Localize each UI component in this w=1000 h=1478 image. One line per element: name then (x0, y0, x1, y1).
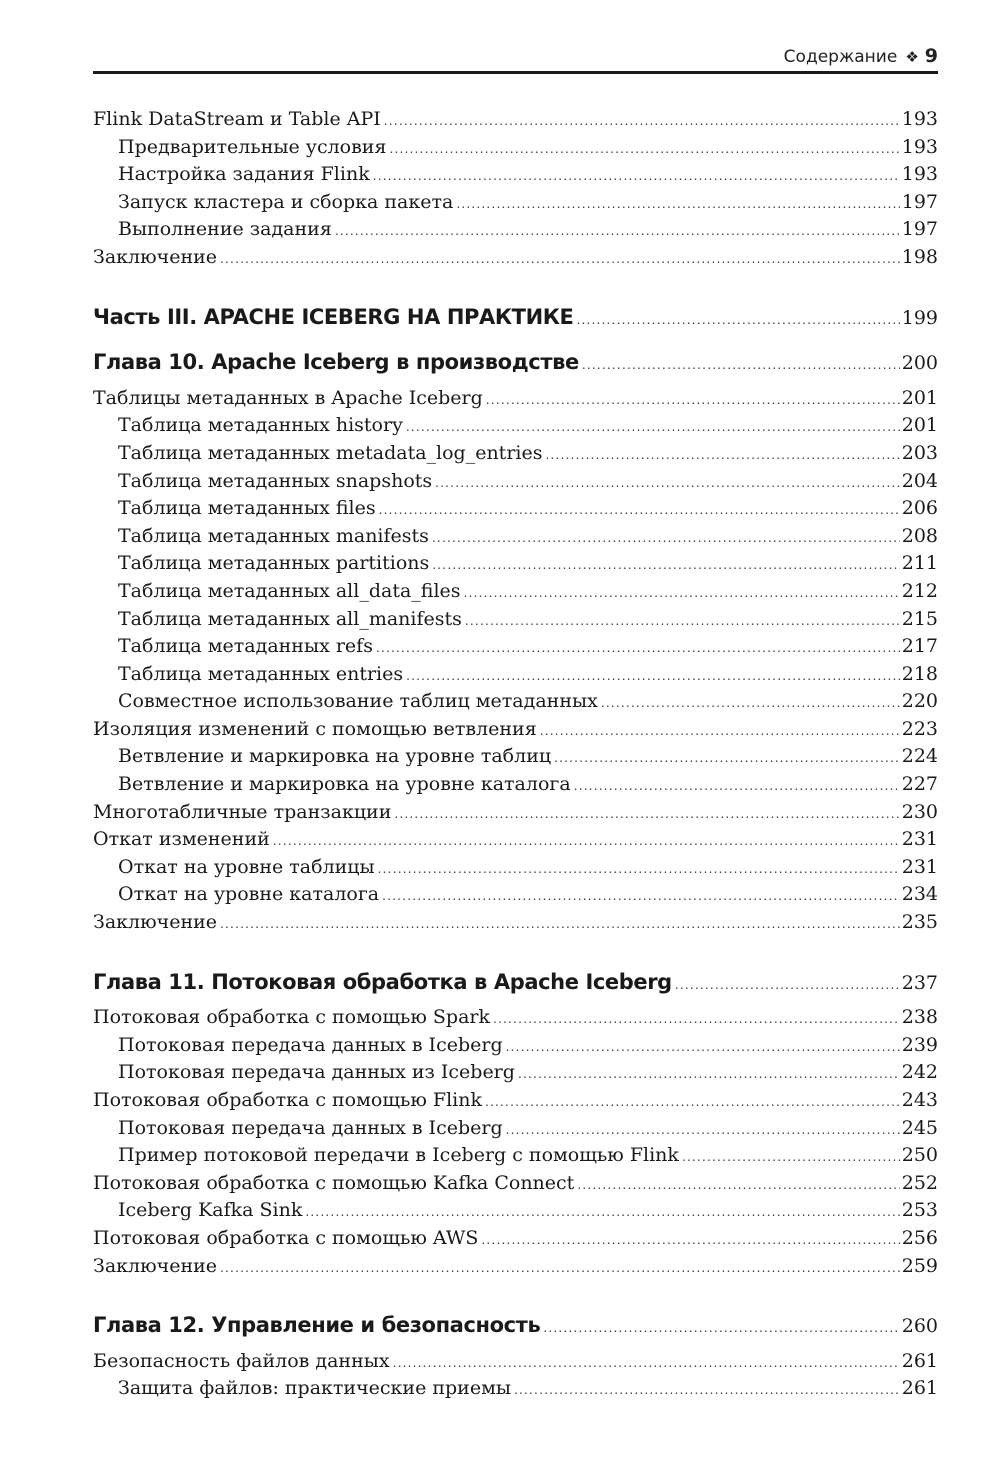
dot-leader (485, 1089, 900, 1117)
dot-leader (493, 1006, 900, 1034)
toc-entry[interactable]: Откат на уровне каталога ..... 234 (93, 881, 938, 909)
toc-entry[interactable]: Предварительные условия ..... 193 (93, 134, 938, 162)
dot-leader (373, 163, 900, 191)
dot-leader (456, 191, 899, 219)
dot-leader (406, 414, 900, 442)
header-page-number: 9 (924, 45, 938, 67)
toc-group-chapter10 (93, 385, 938, 937)
toc-entry[interactable]: Таблица метаданных all_data_files ..... 212 (93, 578, 938, 606)
dot-leader (406, 663, 900, 691)
toc-entry[interactable]: Заключение ..... 259 (93, 1253, 938, 1281)
toc-group-flink (93, 106, 938, 272)
dot-leader (577, 1172, 899, 1200)
dot-leader (220, 246, 900, 274)
dot-leader (514, 1377, 900, 1405)
toc-entry[interactable]: Заключение ..... 198 (93, 244, 938, 272)
dot-leader (582, 352, 900, 380)
dot-leader (576, 307, 899, 335)
dot-leader (540, 718, 900, 746)
toc-entry[interactable]: Потоковая передача данных в Iceberg ..... 245 (93, 1115, 938, 1143)
toc-entry[interactable]: Таблица метаданных partitions ..... 211 (93, 550, 938, 578)
toc-entry[interactable]: Запуск кластера и сборка пакета ..... 197 (93, 189, 938, 217)
running-header (93, 42, 938, 76)
dot-leader (305, 1199, 899, 1227)
dot-leader (465, 608, 900, 636)
dot-leader (376, 635, 900, 663)
dot-leader (379, 497, 900, 525)
toc-entry[interactable]: Потоковая обработка с помощью Flink ..... 243 (93, 1087, 938, 1115)
dot-leader (574, 773, 900, 801)
dot-leader (432, 552, 899, 580)
toc-entry[interactable]: Защита файлов: практические приемы ..... 261 (93, 1375, 938, 1403)
toc-chapter-heading[interactable]: Глава 11. Потоковая обработка в Apache Iceberg ..... 237 (93, 969, 938, 997)
dot-leader (432, 525, 900, 553)
toc-entry[interactable]: Таблица метаданных metadata_log_entries ..... 203 (93, 440, 938, 468)
toc-entry[interactable]: Flink DataStream и Table API ..... 193 (93, 106, 938, 134)
dot-leader (543, 1315, 899, 1343)
dot-leader (464, 580, 900, 608)
dot-leader (382, 883, 900, 911)
dot-leader (554, 745, 900, 773)
table-of-contents (93, 106, 938, 1403)
header-rule (93, 71, 938, 74)
toc-entry[interactable]: Потоковая передача данных в Iceberg ..... 239 (93, 1032, 938, 1060)
toc-entry[interactable]: Заключение ..... 235 (93, 909, 938, 937)
header-text (784, 45, 938, 67)
toc-entry[interactable]: Таблица метаданных all_manifests ..... 215 (93, 606, 938, 634)
dot-leader (682, 1144, 900, 1172)
toc-group-chapter11 (93, 1004, 938, 1280)
toc-entry[interactable]: Выполнение задания ..... 197 (93, 216, 938, 244)
dot-leader (601, 690, 900, 718)
toc-entry[interactable]: Изоляция изменений с помощью ветвления ..... 223 (93, 716, 938, 744)
dot-leader (545, 442, 899, 470)
dot-leader (506, 1117, 900, 1145)
toc-entry[interactable]: Пример потоковой передачи в Iceberg с помощью Flink ..... 250 (93, 1142, 938, 1170)
dot-leader (486, 387, 900, 415)
toc-entry[interactable]: Ветвление и маркировка на уровне каталога ..... 227 (93, 771, 938, 799)
toc-entry[interactable]: Многотабличные транзакции ..... 230 (93, 799, 938, 827)
toc-chapter-heading[interactable]: Глава 12. Управление и безопасность ..... 260 (93, 1312, 938, 1340)
toc-chapter-heading[interactable]: Глава 10. Apache Iceberg в производстве ..... 200 (93, 349, 938, 377)
toc-entry[interactable]: Таблицы метаданных в Apache Iceberg ..... 201 (93, 385, 938, 413)
toc-entry[interactable]: Совместное использование таблиц метаданных ..... 220 (93, 688, 938, 716)
dot-leader (675, 972, 900, 1000)
toc-entry[interactable]: Безопасность файлов данных ..... 261 (93, 1348, 938, 1376)
toc-entry[interactable]: Таблица метаданных refs ..... 217 (93, 633, 938, 661)
toc-entry[interactable]: Ветвление и маркировка на уровне таблиц ..... 224 (93, 743, 938, 771)
dot-leader (384, 108, 900, 136)
ornament-icon: ❖ (905, 48, 919, 66)
dot-leader (435, 470, 900, 498)
dot-leader (378, 856, 900, 884)
toc-entry[interactable]: Откат на уровне таблицы ..... 231 (93, 854, 938, 882)
toc-group-chapter12 (93, 1348, 938, 1403)
toc-entry[interactable]: Потоковая передача данных из Iceberg ..... 242 (93, 1059, 938, 1087)
dot-leader (393, 1350, 900, 1378)
dot-leader (481, 1227, 899, 1255)
toc-entry[interactable]: Таблица метаданных history ..... 201 (93, 412, 938, 440)
toc-entry[interactable]: Таблица метаданных entries ..... 218 (93, 661, 938, 689)
toc-entry[interactable]: Таблица метаданных snapshots ..... 204 (93, 468, 938, 496)
toc-entry[interactable]: Iceberg Kafka Sink ..... 253 (93, 1197, 938, 1225)
dot-leader (389, 136, 899, 164)
toc-entry[interactable]: Потоковая обработка с помощью Spark ..... 238 (93, 1004, 938, 1032)
dot-leader (220, 911, 900, 939)
dot-leader (518, 1061, 900, 1089)
toc-entry[interactable]: Таблица метаданных manifests ..... 208 (93, 523, 938, 551)
header-section-title: Содержание (783, 47, 898, 67)
toc-entry[interactable]: Таблица метаданных files ..... 206 (93, 495, 938, 523)
toc-part-heading[interactable]: Часть III. APACHE ICEBERG НА ПРАКТИКЕ ..... 199 (93, 304, 938, 332)
toc-entry[interactable]: Потоковая обработка с помощью Kafka Connect ..... 252 (93, 1170, 938, 1198)
toc-entry[interactable]: Настройка задания Flink ..... 193 (93, 161, 938, 189)
toc-entry[interactable]: Потоковая обработка с помощью AWS ..... 256 (93, 1225, 938, 1253)
toc-entry[interactable]: Откат изменений ..... 231 (93, 826, 938, 854)
dot-leader (506, 1034, 900, 1062)
dot-leader (335, 218, 900, 246)
dot-leader (394, 801, 899, 829)
dot-leader (273, 828, 900, 856)
dot-leader (220, 1255, 900, 1283)
